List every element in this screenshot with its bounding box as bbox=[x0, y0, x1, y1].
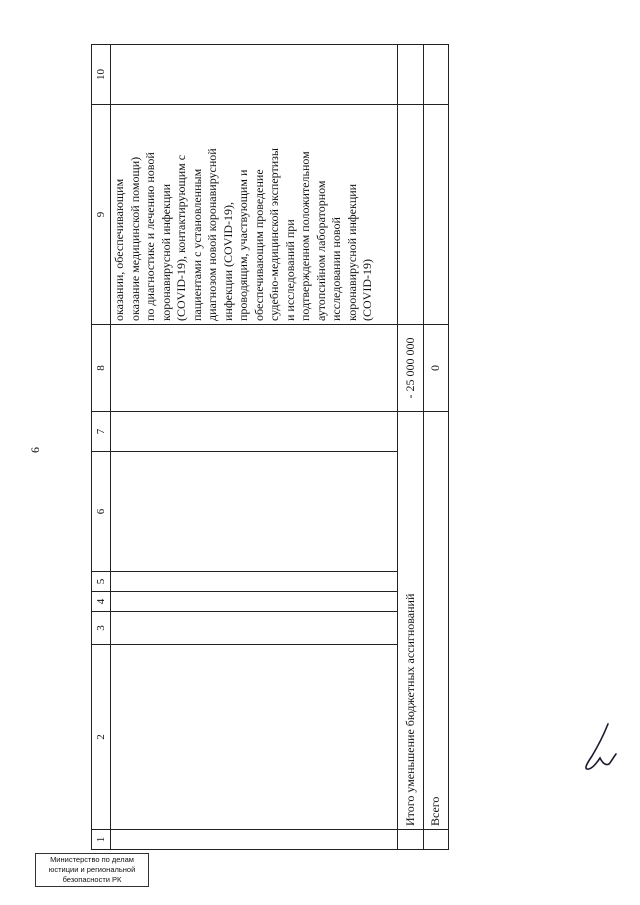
description-line: судебно-медицинской экспертизы bbox=[267, 148, 282, 321]
description-line: оказании, обеспечивающим bbox=[112, 178, 127, 321]
stamp-line: Министерство по делам bbox=[50, 855, 134, 864]
column-number: 9 bbox=[92, 105, 111, 325]
stamp-line: безопасности РК bbox=[62, 875, 122, 884]
table-cell bbox=[423, 105, 448, 325]
description-line: (COVID-19) bbox=[360, 259, 375, 321]
column-number: 10 bbox=[92, 45, 111, 105]
table-cell bbox=[111, 452, 398, 572]
table-cell bbox=[111, 572, 398, 592]
table-row bbox=[111, 45, 398, 850]
description-line: коронавирусной инфекции bbox=[158, 183, 173, 321]
handwritten-signature bbox=[578, 722, 622, 774]
table-cell bbox=[111, 45, 398, 105]
description-line: диагнозом новой коронавирусной bbox=[205, 148, 220, 321]
total-decrease-row bbox=[398, 45, 423, 850]
column-number: 7 bbox=[92, 412, 111, 452]
column-number: 1 bbox=[92, 830, 111, 850]
column-number: 5 bbox=[92, 572, 111, 592]
description-line: (COVID-19), контактирующим с bbox=[174, 154, 189, 321]
description-line: пациентами с установленным bbox=[189, 168, 204, 321]
column-number: 2 bbox=[92, 645, 111, 830]
description-line: оказание медицинской помощи) bbox=[127, 156, 142, 321]
table-cell bbox=[111, 325, 398, 412]
column-number: 6 bbox=[92, 452, 111, 572]
table-cell bbox=[398, 105, 423, 325]
column-number: 3 bbox=[92, 612, 111, 645]
total-decrease-label: Итого уменьшение бюджетных ассигнований bbox=[398, 412, 423, 830]
budget-table-rotated bbox=[91, 45, 449, 850]
table-cell bbox=[111, 612, 398, 645]
description-line: аутопсийном лабораторном bbox=[313, 180, 328, 321]
description-line: коронавирусной инфекции bbox=[344, 183, 359, 321]
table-cell bbox=[111, 830, 398, 850]
column-number-row bbox=[92, 45, 111, 850]
description-line: инфекции (COVID-19), bbox=[220, 201, 235, 321]
description-line: проводящим, участвующим и bbox=[236, 169, 251, 321]
table-cell bbox=[423, 830, 448, 850]
description-line: обеспечивающим проведение bbox=[251, 169, 266, 321]
column-number: 4 bbox=[92, 592, 111, 612]
grand-total-row bbox=[423, 45, 448, 850]
page-number: 6 bbox=[28, 447, 42, 453]
ministry-stamp bbox=[35, 853, 149, 887]
table-cell bbox=[111, 592, 398, 612]
table-cell bbox=[111, 412, 398, 452]
description-line: исследовании новой bbox=[329, 217, 344, 321]
description-cell bbox=[111, 105, 398, 325]
column-number: 8 bbox=[92, 325, 111, 412]
table-cell bbox=[398, 45, 423, 105]
table-cell bbox=[111, 645, 398, 830]
description-line: и исследований при bbox=[282, 219, 297, 321]
grand-total-value: 0 bbox=[423, 325, 448, 412]
total-decrease-value: - 25 000 000 bbox=[398, 325, 423, 412]
description-line: подтвержденном положительном bbox=[298, 151, 313, 321]
grand-total-label: Всего bbox=[423, 412, 448, 830]
stamp-line: юстиции и региональной bbox=[48, 865, 136, 874]
budget-table bbox=[91, 44, 449, 850]
table-cell bbox=[423, 45, 448, 105]
table-cell bbox=[398, 830, 423, 850]
description-line: по диагностике и лечению новой bbox=[143, 152, 158, 321]
